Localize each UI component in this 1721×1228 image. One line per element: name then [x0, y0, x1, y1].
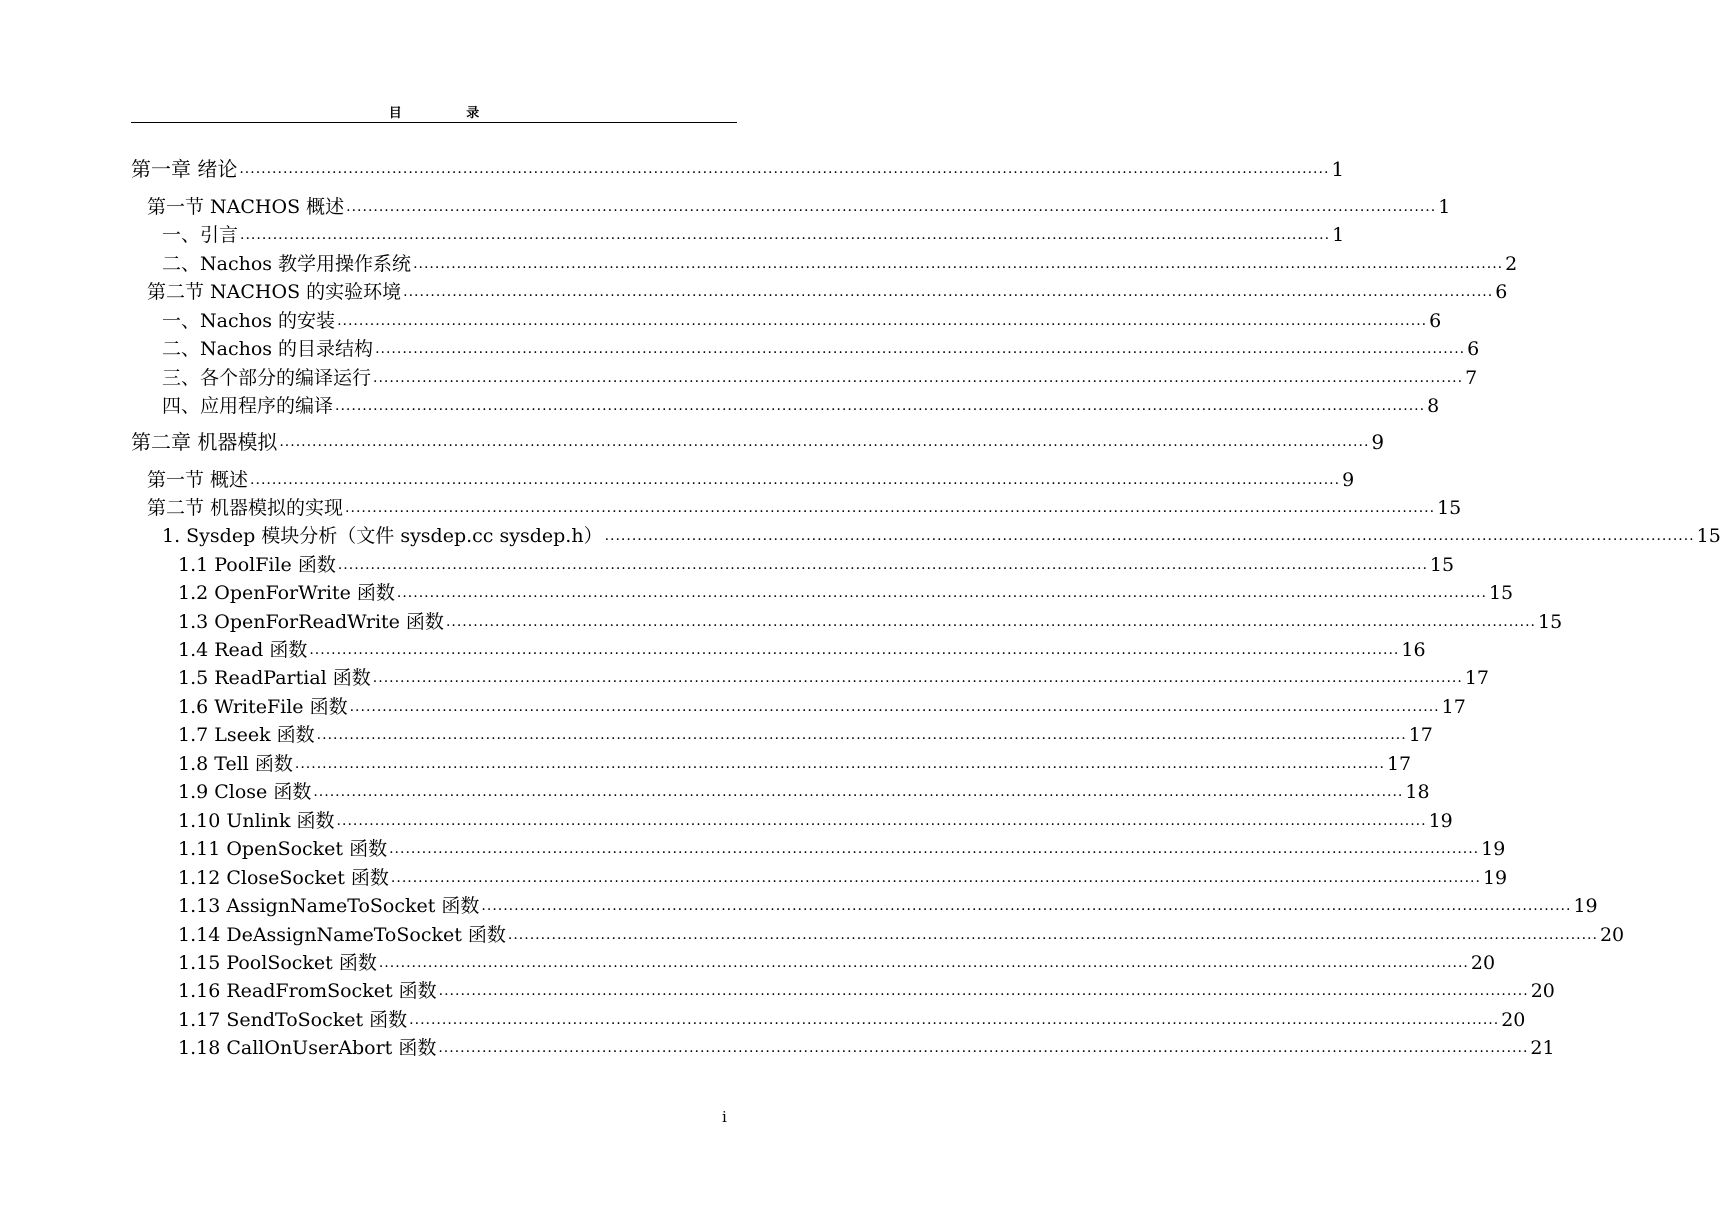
toc-entry	[162, 221, 1345, 247]
toc-entry-label: 二、Nachos 教学用操作系统	[162, 253, 412, 275]
toc-entry-page: 1	[1438, 196, 1451, 218]
toc-entry-page: 18	[1405, 781, 1430, 803]
toc-entry-label: 四、应用程序的编译	[162, 395, 334, 417]
toc-entry	[178, 636, 1426, 662]
toc-entry	[162, 364, 1478, 390]
toc-entry-page: 19	[1481, 838, 1506, 860]
toc-entry-label: 1.15 PoolSocket 函数	[178, 952, 377, 974]
toc-entry-page: 15	[1696, 525, 1721, 547]
toc-dot-leader: ........................................................................................................................................................................................................	[336, 813, 1427, 829]
toc-entry-label: 第一章 绪论	[131, 157, 238, 181]
toc-entry-page: 21	[1530, 1037, 1555, 1059]
toc-entry	[178, 608, 1563, 634]
toc-entry-page: 17	[1408, 724, 1433, 746]
toc-entry-label: 1.2 OpenForWrite 函数	[178, 582, 395, 604]
toc-dot-leader: ........................................................................................................................................................................................................	[396, 585, 1487, 601]
toc-entry-label: 1.7 Lseek 函数	[178, 724, 315, 746]
toc-entry	[178, 721, 1433, 747]
toc-entry-label: 第二节 机器模拟的实现	[147, 497, 344, 519]
toc-dot-leader: ........................................................................................................................................................................................................	[445, 614, 1536, 630]
toc-dot-leader: ........................................................................................................................................................................................................	[409, 1012, 1500, 1028]
toc-entry-page: 15	[1537, 611, 1563, 633]
toc-dot-leader: ........................................................................................................................................................................................................	[507, 927, 1598, 943]
toc-dot-leader: ........................................................................................................................................................................................................	[481, 898, 1572, 914]
toc-entry	[178, 750, 1412, 776]
toc-entry-label: 1.4 Read 函数	[178, 639, 308, 661]
toc-dot-leader: ........................................................................................................................................................................................................	[604, 528, 1695, 544]
toc-entry-label: 1.17 SendToSocket 函数	[178, 1009, 408, 1031]
toc-dot-leader: ........................................................................................................................................................................................................	[337, 313, 1428, 329]
toc-entry-page: 6	[1495, 281, 1508, 303]
toc-entry-label: 1.3 OpenForReadWrite 函数	[178, 611, 444, 633]
toc-entry-label: 1. Sysdep 模块分析（文件 sysdep.cc sysdep.h）	[162, 525, 603, 547]
toc-dot-leader: ........................................................................................................................................................................................................	[378, 955, 1469, 971]
toc-dot-leader: ........................................................................................................................................................................................................	[337, 557, 1428, 573]
toc-dot-leader: ........................................................................................................................................................................................................	[373, 370, 1464, 386]
toc-entry	[178, 551, 1455, 577]
toc-dot-leader: ........................................................................................................................................................................................................	[335, 398, 1426, 414]
toc-entry-page: 6	[1467, 338, 1480, 360]
toc-entry	[178, 977, 1555, 1003]
toc-entry	[178, 579, 1514, 605]
toc-entry-page: 1	[1331, 157, 1345, 181]
toc-dot-leader: ........................................................................................................................................................................................................	[438, 983, 1529, 999]
toc-entry-page: 15	[1488, 582, 1514, 604]
toc-entry-page: 20	[1530, 980, 1555, 1002]
toc-entry	[147, 466, 1355, 492]
toc-dot-leader: ........................................................................................................................................................................................................	[250, 472, 1341, 488]
toc-entry-page: 8	[1427, 395, 1440, 417]
toc-entry	[131, 428, 1385, 454]
toc-entry	[162, 307, 1442, 333]
toc-entry-label: 1.13 AssignNameToSocket 函数	[178, 895, 480, 917]
toc-entry	[147, 193, 1451, 219]
toc-entry-page: 17	[1464, 667, 1490, 689]
toc-entry-label: 1.12 CloseSocket 函数	[178, 867, 389, 889]
toc-dot-leader: ........................................................................................................................................................................................................	[403, 284, 1494, 300]
toc-entry-label: 1.6 WriteFile 函数	[178, 696, 348, 718]
toc-dot-leader: ........................................................................................................................................................................................................	[372, 670, 1463, 686]
toc-entry	[178, 664, 1490, 690]
toc-dot-leader: ........................................................................................................................................................................................................	[316, 727, 1407, 743]
toc-entry	[162, 522, 1721, 548]
toc-entry-page: 15	[1429, 554, 1455, 576]
toc-entry-label: 1.1 PoolFile 函数	[178, 554, 336, 576]
toc-entry	[162, 250, 1518, 276]
toc-entry-page: 17	[1441, 696, 1466, 718]
toc-entry	[178, 693, 1466, 719]
toc-entry	[147, 494, 1462, 520]
toc-dot-leader: ........................................................................................................................................................................................................	[279, 434, 1370, 450]
toc-dot-leader: ........................................................................................................................................................................................................	[313, 784, 1404, 800]
toc-entry	[178, 1034, 1555, 1060]
toc-entry-page: 19	[1482, 867, 1508, 889]
toc-dot-leader: ........................................................................................................................................................................................................	[390, 870, 1481, 886]
toc-entry-label: 1.8 Tell 函数	[178, 753, 293, 775]
toc-entry-label: 第一节 概述	[147, 469, 249, 491]
toc-entry-label: 1.10 Unlink 函数	[178, 810, 335, 832]
toc-dot-leader: ........................................................................................................................................................................................................	[239, 161, 1330, 177]
toc-entry-page: 15	[1437, 497, 1462, 519]
toc-dot-leader: ........................................................................................................................................................................................................	[345, 500, 1436, 516]
page-number: i	[722, 1108, 727, 1126]
toc-entry	[178, 949, 1496, 975]
toc-entry-page: 7	[1465, 367, 1478, 389]
toc-entry-label: 1.18 CallOnUserAbort 函数	[178, 1037, 437, 1059]
toc-entry-page: 9	[1342, 469, 1355, 491]
toc-entry	[162, 392, 1440, 418]
toc-entry-label: 1.16 ReadFromSocket 函数	[178, 980, 437, 1002]
toc-entry	[178, 864, 1508, 890]
toc-entry-page: 9	[1371, 430, 1385, 454]
toc-entry-label: 二、Nachos 的目录结构	[162, 338, 374, 360]
toc-dot-leader: ........................................................................................................................................................................................................	[389, 841, 1480, 857]
toc-entry-page: 16	[1401, 639, 1426, 661]
toc-entry-page: 20	[1501, 1009, 1526, 1031]
toc-entry	[147, 278, 1508, 304]
toc-entry-page: 19	[1573, 895, 1598, 917]
toc-entry	[178, 807, 1453, 833]
toc-entry-label: 1.5 ReadPartial 函数	[178, 667, 371, 689]
toc-entry-label: 1.9 Close 函数	[178, 781, 312, 803]
toc-entry-page: 20	[1470, 952, 1496, 974]
toc-entry	[131, 155, 1345, 181]
toc-heading: 目 录	[388, 106, 510, 121]
toc-dot-leader: ........................................................................................................................................................................................................	[294, 756, 1385, 772]
toc-dot-leader: ........................................................................................................................................................................................................	[240, 227, 1331, 243]
toc-entry-page: 1	[1332, 224, 1345, 246]
toc-entry	[178, 835, 1506, 861]
toc-dot-leader: ........................................................................................................................................................................................................	[346, 199, 1437, 215]
toc-entry	[178, 778, 1430, 804]
toc-entry-label: 第一节 NACHOS 概述	[147, 196, 345, 218]
toc-dot-leader: ........................................................................................................................................................................................................	[438, 1040, 1529, 1056]
toc-entry-label: 第二章 机器模拟	[131, 430, 278, 454]
toc-entry-page: 6	[1429, 310, 1442, 332]
toc-entry-page: 2	[1505, 253, 1518, 275]
toc-entry	[162, 335, 1480, 361]
toc-dot-leader: ........................................................................................................................................................................................................	[309, 642, 1400, 658]
toc-entry	[178, 921, 1625, 947]
toc-entry-label: 1.11 OpenSocket 函数	[178, 838, 388, 860]
toc-entry	[178, 1006, 1526, 1032]
toc-entry-label: 第二节 NACHOS 的实验环境	[147, 281, 402, 303]
toc-entry-label: 一、Nachos 的安装	[162, 310, 336, 332]
toc-entry-label: 一、引言	[162, 224, 239, 246]
toc-dot-leader: ........................................................................................................................................................................................................	[413, 256, 1504, 272]
toc-dot-leader: ........................................................................................................................................................................................................	[375, 341, 1466, 357]
toc-entry-page: 17	[1386, 753, 1412, 775]
toc-entry	[178, 892, 1598, 918]
toc-dot-leader: ........................................................................................................................................................................................................	[349, 699, 1440, 715]
toc-entry-page: 19	[1428, 810, 1453, 832]
toc-entry-page: 20	[1599, 924, 1625, 946]
toc-entry-label: 三、各个部分的编译运行	[162, 367, 372, 389]
toc-entry-label: 1.14 DeAssignNameToSocket 函数	[178, 924, 506, 946]
